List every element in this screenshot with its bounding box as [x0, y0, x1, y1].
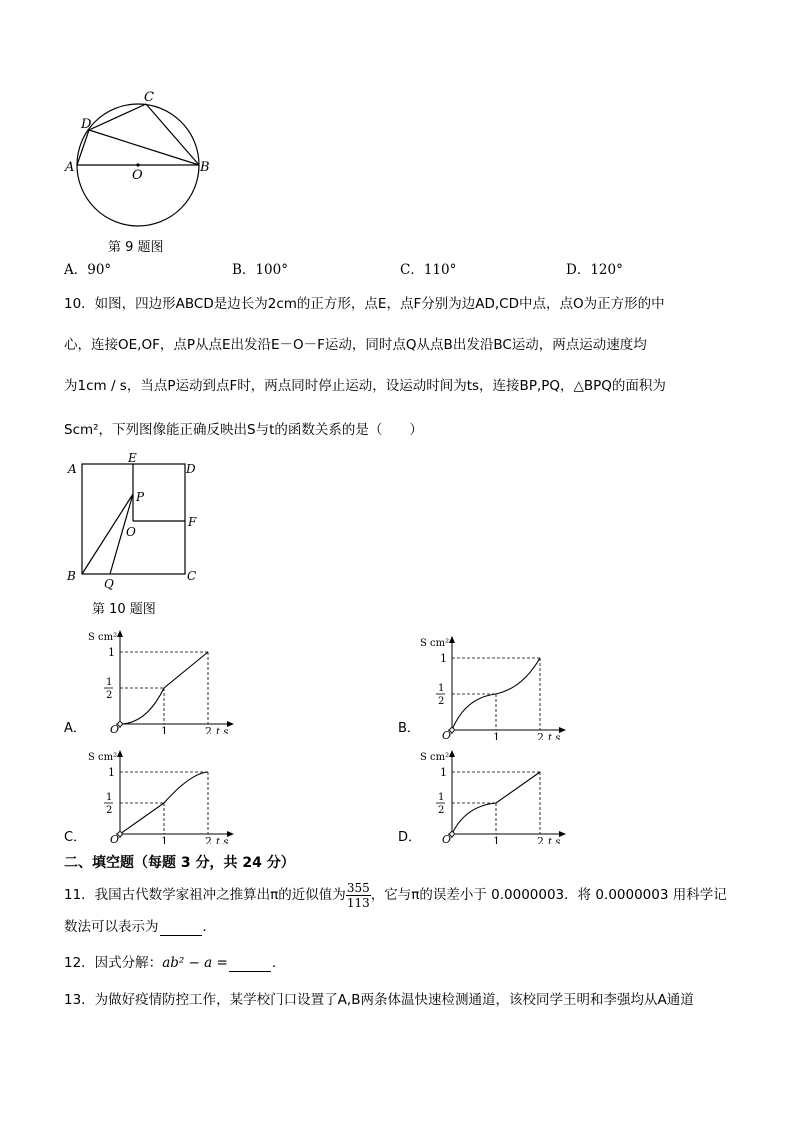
q10-label-D: D: [186, 462, 196, 476]
q11-line-2: [64, 918, 216, 936]
y-axis-label: S cm²: [420, 752, 450, 763]
x-axis-label: t s: [216, 837, 229, 844]
q9-caption: 第 9 题图: [108, 240, 164, 255]
tick-label-x1: 1: [161, 725, 168, 734]
q10-graph-c: [86, 748, 246, 844]
q10-caption: 第 10 题图: [92, 602, 156, 617]
q12-answer-blank[interactable]: [229, 957, 271, 972]
q9-chord-DB: [89, 130, 199, 165]
y-axis-arrow: [449, 636, 455, 643]
x-axis-label: t s: [216, 727, 229, 734]
q9-center-dot: [136, 163, 139, 166]
q10-line-1: 10．如图，四边形ABCD是边长为2cm的正方形，点E，点F分别为边AD,CD中点，点O为正方形的中: [64, 296, 665, 312]
tick-label-y1: 1: [440, 652, 447, 665]
q10-figure: [62, 452, 212, 592]
y-axis-arrow: [449, 750, 455, 757]
q10-line-3: 为1cm / s，当点P运动到点F时，两点同时停止运动，设运动时间为ts，连接BP,PQ，△BPQ的面积为: [64, 378, 666, 394]
q10-option-b-letter: B．: [398, 721, 420, 736]
y-axis-arrow: [117, 750, 123, 757]
q9-option-d-value: 120°: [590, 262, 623, 278]
q10-graph-a: [86, 628, 246, 734]
q11-fraction-numerator: 355: [346, 880, 370, 895]
tick-label-x2: 2: [205, 835, 212, 844]
q9-option-b-letter: B．: [232, 262, 256, 278]
tick-label-yhalf-den: 2: [438, 805, 445, 816]
x-axis-label: t s: [548, 837, 561, 844]
q11-line-2-text: 数法可以表示为: [64, 919, 159, 935]
tick-label-yhalf-den: 2: [106, 805, 113, 816]
q10-label-E: E: [128, 452, 137, 465]
tick-label-x1: 1: [161, 835, 168, 844]
y-axis-label: S cm²: [88, 632, 118, 643]
q9-option-c-letter: C．: [400, 262, 424, 278]
q10-line-4: Scm²，下列图像能正确反映出S与t的函数关系的是（ ）: [64, 422, 423, 438]
tick-label-y1: 1: [440, 766, 447, 779]
tick-label-y1: 1: [108, 766, 115, 779]
q11-fraction-denominator: 113: [346, 895, 370, 910]
q9-chord-AD: [77, 130, 89, 165]
tick-label-yhalf-num: 1: [438, 792, 445, 803]
q9-figure: [60, 88, 220, 228]
q10-option-d-letter: D．: [398, 830, 422, 845]
q10-label-P: P: [136, 490, 145, 504]
tick-label-yhalf-num: 1: [106, 677, 113, 688]
q9-option-c-value: 110°: [423, 262, 457, 278]
q9-option-a-letter: A．: [64, 262, 88, 278]
q10-label-B: B: [67, 569, 76, 583]
q11-text-b: ，它与π的误差小于 0.0000003．将 0.0000003 用科学记: [370, 887, 727, 903]
q10-label-O: O: [126, 525, 136, 539]
q10-option-a-letter: A．: [64, 721, 86, 736]
q12-text: 12．因式分解：: [64, 955, 163, 971]
q9-label-C: C: [144, 90, 154, 105]
origin-label: O: [442, 833, 452, 844]
tick-label-x1: 1: [493, 731, 500, 740]
q9-label-D: D: [81, 117, 92, 132]
y-axis-label: S cm²: [88, 752, 118, 763]
q9-option-d-letter: D．: [566, 262, 591, 278]
tick-label-x2: 2: [205, 725, 212, 734]
q9-option-a-value: 90°: [87, 262, 112, 278]
origin-label: O: [442, 729, 452, 740]
q11-line-2-end: ．: [202, 919, 216, 935]
q12-end: ．: [271, 955, 286, 971]
q10-option-c-letter: C．: [64, 830, 87, 845]
q11-line-1: [64, 875, 727, 915]
tick-label-yhalf-den: 2: [438, 696, 445, 707]
tick-label-yhalf-num: 1: [438, 683, 445, 694]
q9-label-B: B: [200, 160, 210, 175]
q9-label-A: A: [65, 160, 75, 175]
origin-label: O: [110, 833, 120, 844]
origin-label: O: [110, 723, 120, 734]
tick-label-yhalf-num: 1: [106, 792, 113, 803]
q13-line-1: 13．为做好疫情防控工作，某学校门口设置了A,B两条体温快速检测通道，该校同学王明和李强均从A通道: [64, 992, 694, 1008]
q9-option-c: [400, 261, 456, 279]
q11-fraction: [346, 881, 371, 910]
tick-label-y1: 1: [108, 646, 115, 659]
tick-label-yhalf-den: 2: [106, 690, 113, 701]
q10-line-2: 心，连接OE,OF，点P从点E出发沿E－O－F运动，同时点Q从点B出发沿BC运动，两点运动速度均: [64, 337, 647, 353]
q12-expression: ab² − a =: [162, 955, 228, 971]
q11-answer-blank[interactable]: [160, 921, 202, 936]
q10-label-F: F: [188, 515, 197, 529]
tick-label-x1: 1: [493, 835, 500, 844]
q10-label-Q: Q: [104, 577, 114, 591]
tick-label-x2: 2: [537, 731, 544, 740]
q9-option-b: [232, 261, 288, 279]
x-axis-label: t s: [548, 733, 561, 740]
q10-graph-b: [418, 634, 578, 740]
q9-option-b-value: 100°: [255, 262, 288, 278]
tick-label-x2: 2: [537, 835, 544, 844]
section-2-heading: 二、填空题（每题 3 分，共 24 分）: [64, 855, 295, 871]
q12-line: [64, 954, 285, 972]
q9-label-O: O: [132, 168, 143, 183]
q10-label-C: C: [187, 569, 197, 583]
q10-graph-d: [418, 748, 578, 844]
y-axis-arrow: [117, 630, 123, 637]
q9-option-d: [566, 261, 623, 279]
q9-option-a: [64, 261, 111, 279]
q11-text-a: 11．我国古代数学家祖冲之推算出π的近似值为: [64, 887, 346, 903]
q10-label-A: A: [68, 462, 77, 476]
y-axis-label: S cm²: [420, 638, 450, 649]
